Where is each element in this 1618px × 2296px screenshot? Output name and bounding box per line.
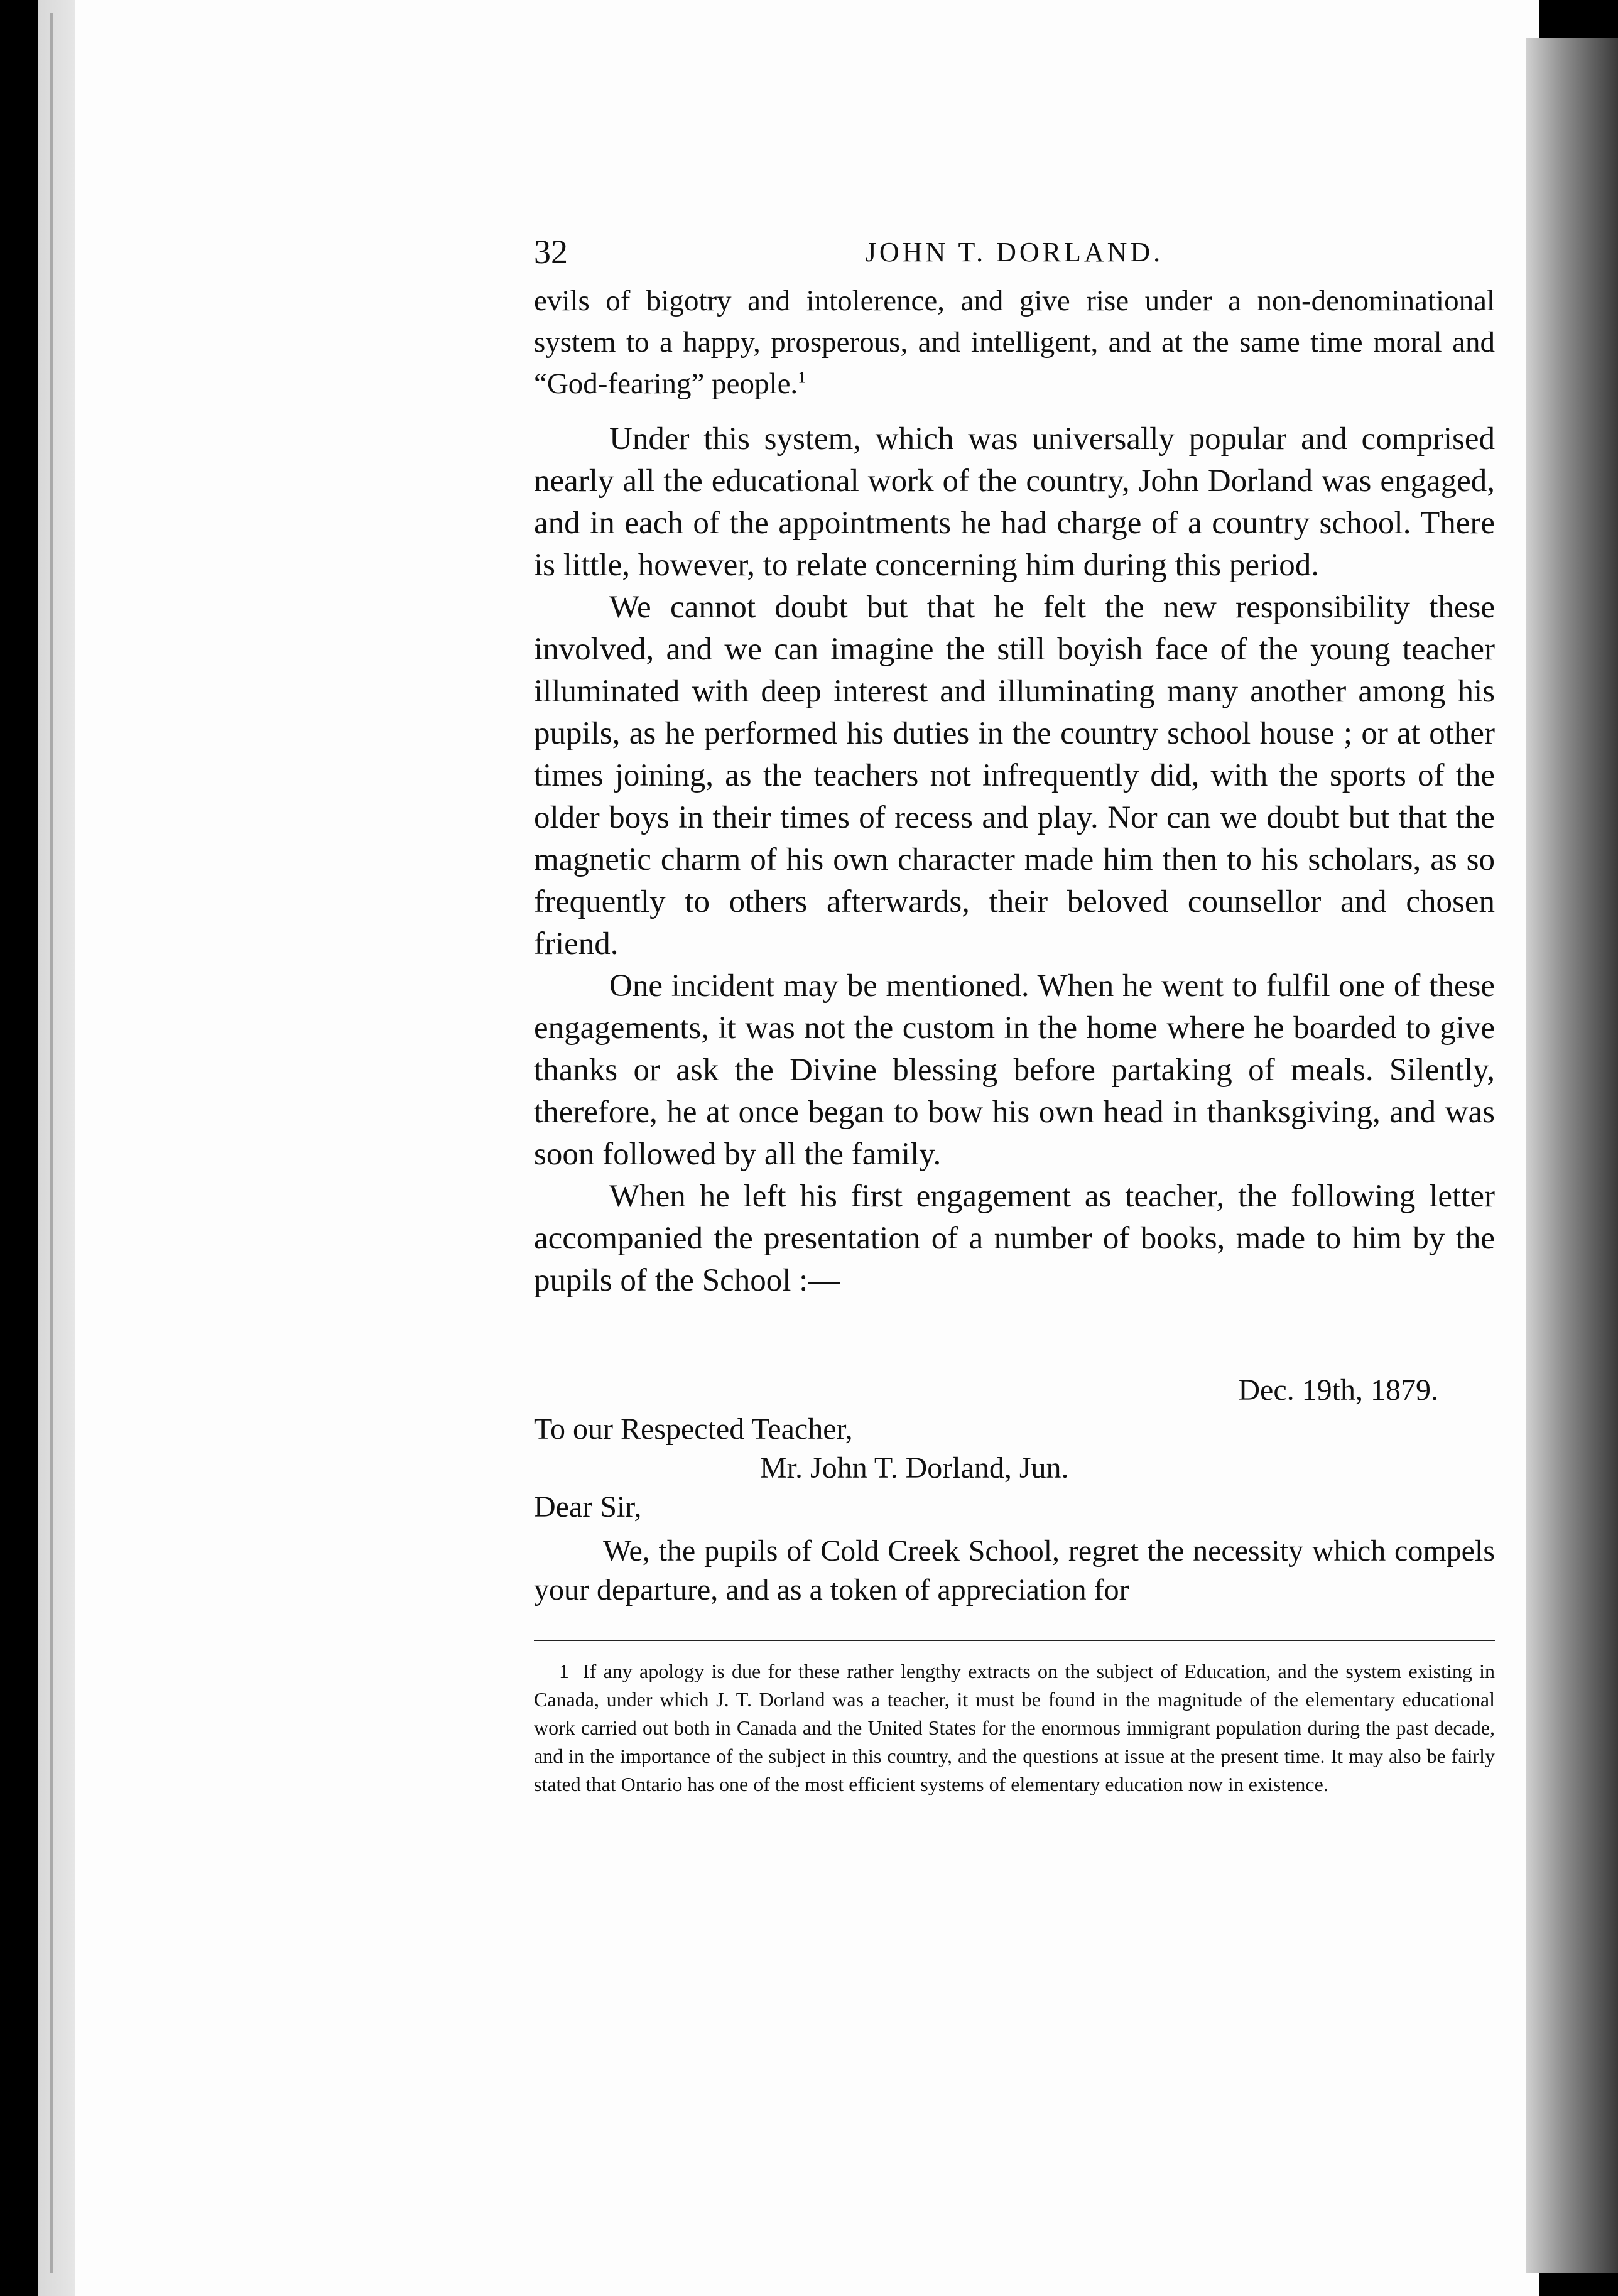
letter-greeting: Dear Sir, [534,1490,642,1524]
binding-shadow [1526,38,1618,2273]
footnote-marker: 1 [559,1660,569,1682]
text-block [534,232,1495,1819]
page-edge-line [50,13,53,2273]
letter-body: We, the pupils of Cold Creek School, regret the necessity which compels your departure, and as a token of appreciation for [534,1534,1495,1606]
page-number: 32 [534,233,568,271]
paragraph: We cannot doubt but that he felt the new responsibility these involved, and we can imagine the still boyish face of the young teacher illuminated with deep interest and illuminating many another among his pupils, as he performed his duties in the country school house ; or at other times joining, as the teachers not infrequently did, with the sports of the older boys in their times of recess and play. Nor can we doubt but that the magnetic charm of his own character made him then to his scholars, as so frequently to others afterwards, their beloved counsellor and chosen friend. [534,590,1495,961]
paragraph: One incident may be mentioned. When he went to fulfil one of these engagements, it was not the custom in the home where he boarded to give thanks or ask the Divine blessing before partaking of meals. Silently, therefore, he at once began to bow his own head in thanksgiving, and was soon followed by all the family. [534,968,1495,1172]
letter-salutation: To our Respected Teacher, [534,1412,853,1446]
letter-date: Dec. 19th, 1879. [1238,1373,1438,1407]
running-head: JOHN T. DORLAND. [865,237,1164,268]
footnote-text: If any apology is due for these rather lengthy extracts on the subject of Education, and the system existing in Canada, under which J. T. Dorland was a teacher, it must be found in the magnitude of the elementary educational work carried out both in Canada and the United States for the enormous immigrant population during the past decade, and in the importance of the subject in this country, and the questions at issue at the present time. It may also be fairly stated that Ontario has one of the most efficient systems of elementary education now in existence. [534,1660,1495,1795]
page-header [534,232,1495,276]
letter-addressee: Mr. John T. Dorland, Jun. [760,1451,1069,1485]
paragraph: Under this system, which was universally popular and comprised nearly all the educational work of the country, John Dorland was engaged, and in each of the appointments he had charge of a country school. There is little, however, to relate concerning him during this period. [534,421,1495,583]
footnote-reference: 1 [798,368,806,387]
footnote [534,1657,1495,1799]
paragraph-continuation [534,280,1495,404]
footnote-divider [534,1640,1495,1641]
paragraph: When he left his first engagement as teacher, the following letter accompanied the presentation of a number of books, made to him by the pupils of the School :— [534,1179,1495,1298]
paragraph-text: evils of bigotry and intolerence, and give rise under a non-denominational system to a happy, prosperous, and intelligent, and at the same time moral and “God-fearing” people. [534,284,1495,400]
